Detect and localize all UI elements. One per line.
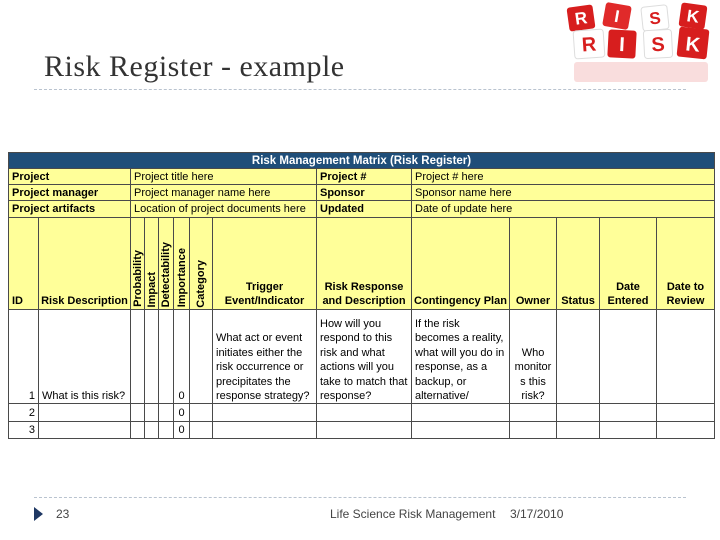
slide-title: Risk Register - example [44,50,345,83]
row-owner [510,404,557,421]
row-response: How will you respond to this risk and what actions will you take to match that response? [317,310,412,404]
project-number-value: Project # here [412,169,715,185]
logo-letter-s1: S [648,8,662,29]
info-row [9,169,715,185]
logo-letter-k2: K [684,33,702,57]
logo-letter-i2: I [618,33,626,57]
updated-value: Date of update here [412,201,715,217]
header-impact [145,217,159,310]
row-detectability [159,421,174,438]
header-date-review: Date to Review [657,217,715,310]
row-owner: Who monitor s this risk? [510,310,557,404]
row-category [190,404,213,421]
row-description: What is this risk? [39,310,131,404]
row-date-review [657,421,715,438]
row-id: 3 [9,421,39,438]
row-description [39,421,131,438]
row-contingency: If the risk becomes a reality, what will you do in response, as a backup, or alternative/ [412,310,510,404]
row-date-review [657,310,715,404]
row-id: 1 [9,310,39,404]
row-category [190,310,213,404]
table-banner-row [9,153,715,169]
table-banner: Risk Management Matrix (Risk Register) [9,153,715,169]
row-date-review [657,404,715,421]
info-row [9,201,715,217]
row-contingency [412,404,510,421]
header-date-entered: Date Entered [600,217,657,310]
row-trigger [213,404,317,421]
table-row [9,404,715,421]
header-response: Risk Response and Description [317,217,412,310]
header-probability-text: Probability [131,250,144,308]
logo-letter-r1: R [573,8,589,29]
project-manager-label: Project manager [9,185,131,201]
risk-dice-logo [556,0,720,90]
info-row [9,185,715,201]
row-probability [131,421,145,438]
header-status: Status [557,217,600,310]
header-owner: Owner [510,217,557,310]
logo-letter-k1: K [685,6,701,27]
header-trigger: Trigger Event/Indicator [213,217,317,310]
play-arrow-icon [34,507,43,521]
row-impact [145,404,159,421]
row-probability [131,404,145,421]
dice-group [566,2,709,82]
logo-letter-r2: R [581,33,598,57]
row-trigger: What act or event initiates either the risk occurrence or precipitates the response strategy? [213,310,317,404]
row-detectability [159,310,174,404]
row-detectability [159,404,174,421]
row-status [557,421,600,438]
risk-register-table [8,152,715,439]
footer-divider [34,497,686,498]
header-risk-description: Risk Description [39,217,131,310]
row-importance: 0 [174,404,190,421]
header-id: ID [9,217,39,310]
header-category [190,217,213,310]
row-date-entered [600,310,657,404]
row-description [39,404,131,421]
row-impact [145,421,159,438]
row-response [317,421,412,438]
header-detectability [159,217,174,310]
project-artifacts-value: Location of project documents here [131,201,317,217]
header-category-text: Category [195,259,207,308]
row-trigger [213,421,317,438]
header-probability [131,217,145,310]
column-header-row [9,217,715,310]
logo-letter-s2: S [650,33,666,57]
footer-date: 3/17/2010 [510,507,564,521]
row-impact [145,310,159,404]
sponsor-value: Sponsor name here [412,185,715,201]
row-importance: 0 [174,310,190,404]
logo-letter-i1: I [612,6,621,27]
table-row [9,310,715,404]
header-detectability-text: Detectability [160,241,172,308]
project-manager-value: Project manager name here [131,185,317,201]
row-id: 2 [9,404,39,421]
footer-title: Life Science Risk Management [330,507,496,521]
row-contingency [412,421,510,438]
row-probability [131,310,145,404]
row-owner [510,421,557,438]
row-date-entered [600,404,657,421]
header-importance [174,217,190,310]
project-label: Project [9,169,131,185]
project-artifacts-label: Project artifacts [9,201,131,217]
header-contingency: Contingency Plan [412,217,510,310]
slide-number: 23 [56,507,70,521]
row-category [190,421,213,438]
header-impact-text: Impact [145,271,158,308]
updated-label: Updated [317,201,412,217]
row-date-entered [600,421,657,438]
title-divider [34,89,686,90]
row-response [317,404,412,421]
project-number-label: Project # [317,169,412,185]
table-row [9,421,715,438]
sponsor-label: Sponsor [317,185,412,201]
row-status [557,310,600,404]
row-importance: 0 [174,421,190,438]
project-title-value: Project title here [131,169,317,185]
row-status [557,404,600,421]
header-importance-text: Importance [175,247,188,308]
